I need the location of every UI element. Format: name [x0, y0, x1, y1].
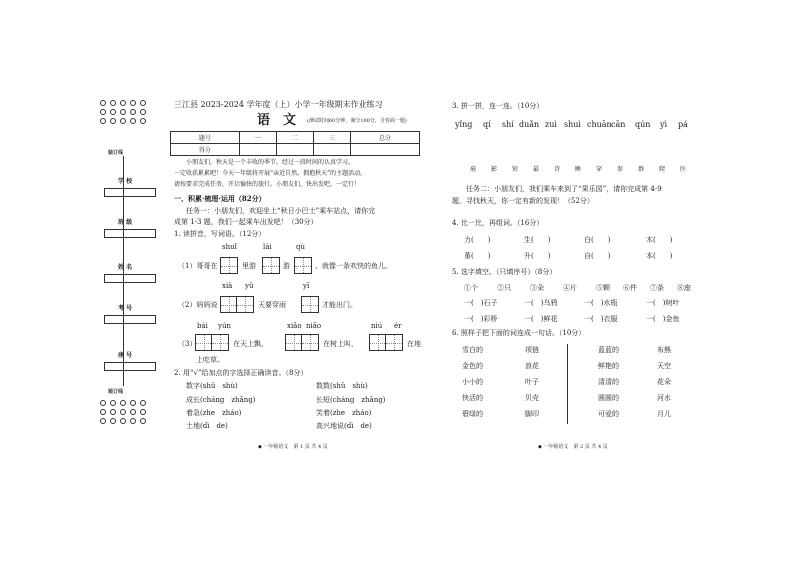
intro-line: 一定收获累累吧！今天一年级将开展“亲近自然，拥抱秋天”的主题活动。	[174, 170, 367, 177]
score-header-cell: 三	[314, 132, 351, 144]
task-line: 任务二：小朋友们，我们乘车来到了“果乐园”，请你完成第 4-9	[466, 185, 662, 193]
hole-icon	[140, 118, 146, 124]
hole-icon	[130, 418, 136, 424]
word-blank[interactable]: 本( )	[646, 252, 673, 260]
pinyin-item[interactable]: qún	[635, 120, 651, 129]
sentence-text: 在树上叫，	[323, 340, 358, 348]
hole-icon	[100, 109, 106, 115]
intro-line: 请按要求完成任务，开启愉快的旅行。小朋友们，快出发吧，一定行！	[174, 181, 361, 188]
pinyin-item[interactable]: zuì	[545, 120, 557, 129]
task-line: 成第 1-3 题，我们一起乘车出发吧！（30分）	[174, 218, 318, 226]
fill-blank[interactable]: 一( )金鱼	[646, 315, 680, 323]
fill-blank[interactable]: 一( )鲜花	[524, 315, 558, 323]
word[interactable]: 可爱的	[598, 410, 619, 418]
column-divider	[567, 344, 568, 424]
char-item[interactable]: 睡	[575, 166, 582, 173]
school-field[interactable]	[104, 188, 156, 197]
char-item[interactable]: 穿	[596, 166, 603, 173]
question-title: 1. 读拼音，写词语。（12分）	[174, 230, 266, 238]
pinyin: ér	[394, 322, 402, 330]
word[interactable]: 贝壳	[525, 394, 539, 402]
score-label-cell: 得分	[171, 144, 240, 156]
pronunciation-choice[interactable]: 数数(shǔ shù)	[316, 382, 368, 390]
score-cell[interactable]	[351, 144, 420, 156]
pinyin-item[interactable]: shí	[502, 120, 514, 129]
writing-grid[interactable]	[220, 257, 238, 274]
pronunciation-choice[interactable]: 着急(zhe zháo)	[186, 409, 242, 417]
word[interactable]: 小小的	[462, 378, 483, 386]
field-number-label: 考 号	[118, 305, 133, 312]
pinyin: qù	[296, 243, 305, 251]
word-blank[interactable]: 堇( )	[464, 252, 491, 260]
word[interactable]: 蓝蓝的	[598, 346, 619, 354]
hole-icon	[120, 109, 126, 115]
word[interactable]: 叶子	[525, 378, 539, 386]
hole-icon	[130, 109, 136, 115]
char-item[interactable]: 参	[617, 166, 624, 173]
pinyin: lái	[263, 243, 272, 251]
hole-icon	[120, 409, 126, 415]
fill-blank[interactable]: 一( )水瓶	[584, 299, 618, 307]
field-name-label: 姓 名	[118, 264, 133, 271]
number-field[interactable]	[104, 315, 156, 324]
pinyin: niǎo	[306, 322, 322, 330]
question-title: 6. 照样子把下面的词连成一句话。（10分）	[452, 329, 586, 337]
pinyin-item[interactable]: pá	[678, 120, 688, 129]
sentence-text: 游	[283, 262, 290, 270]
pronunciation-choice[interactable]: 土地(dì de)	[186, 422, 228, 430]
writing-grid[interactable]	[195, 334, 229, 351]
char-item[interactable]: 短	[512, 166, 519, 173]
hole-icon	[110, 100, 116, 106]
word[interactable]: 圆圆的	[598, 394, 619, 402]
hole-icon	[110, 118, 116, 124]
word[interactable]: 雪白的	[462, 346, 483, 354]
word-blank[interactable]: 力( )	[464, 236, 491, 244]
hole-icon	[100, 409, 106, 415]
char-item[interactable]: 医	[680, 166, 687, 173]
option: ③朵	[530, 284, 544, 292]
word-blank[interactable]: 自( )	[584, 252, 611, 260]
pronunciation-choice[interactable]: 笑着(zhe zháo)	[316, 409, 372, 417]
section-heading: 一、积累·梳理·运用（82分）	[174, 194, 266, 203]
fill-blank[interactable]: 一( )石子	[464, 299, 498, 307]
binding-holes-top	[100, 100, 148, 124]
pinyin: niú	[371, 322, 383, 330]
sentence-text: 天要穿雨	[258, 301, 286, 309]
exam-info: (测试时间60分钟，满分100分，含卷面一题)	[307, 118, 407, 124]
hole-icon	[120, 418, 126, 424]
pronunciation-choice[interactable]: 长短(cháng zhǎng)	[316, 396, 386, 404]
hole-icon	[140, 109, 146, 115]
char-item[interactable]: 影	[491, 166, 498, 173]
word-blank[interactable]: 生( )	[524, 236, 551, 244]
intro-line: 小朋友们，秋天是一个丰收的季节。经过一段时间的认真学习，	[186, 159, 355, 166]
word[interactable]: 碧绿的	[462, 410, 483, 418]
pinyin-item[interactable]: qí	[483, 120, 491, 129]
word[interactable]: 浪花	[525, 362, 539, 370]
writing-grid[interactable]	[294, 257, 312, 274]
char-item[interactable]: 诗	[554, 166, 561, 173]
page-footer: ◆ 一年级语文 第 1 页 共 4 页	[258, 444, 328, 450]
char-item[interactable]: 最	[533, 166, 540, 173]
word[interactable]: 天空	[657, 362, 671, 370]
binding-holes-bottom	[100, 400, 148, 424]
pinyin: yī	[303, 282, 310, 290]
hole-icon	[110, 418, 116, 424]
pronunciation-choice[interactable]: 高兴地说(dì de)	[316, 422, 372, 430]
word[interactable]: 月儿	[657, 410, 671, 418]
sentence-text: 里游	[242, 262, 256, 270]
seal-line-bottom: 装订线	[108, 389, 124, 395]
pinyin: shuǐ	[222, 243, 237, 251]
hole-icon	[110, 400, 116, 406]
sentence-text: 在地	[407, 340, 421, 348]
word[interactable]: 布熊	[657, 346, 671, 354]
question-title: 4. 比一比，再组词。（16分）	[452, 219, 544, 227]
pronunciation-choice[interactable]: 成长(cháng zhǎng)	[186, 396, 256, 404]
sentence-text: 才能出门。	[322, 301, 357, 309]
char-item[interactable]: 群	[638, 166, 645, 173]
hole-icon	[100, 118, 106, 124]
class-field[interactable]	[104, 229, 156, 238]
word[interactable]: 项链	[525, 346, 539, 354]
pronunciation-choice[interactable]: 数字(shǔ shù)	[186, 382, 238, 390]
sentence-text: 在天上飘，	[233, 340, 268, 348]
hole-icon	[100, 418, 106, 424]
option: ⑦条	[650, 284, 664, 292]
pinyin: yún	[218, 322, 231, 330]
hole-icon	[140, 400, 146, 406]
char-item[interactable]: 扇	[470, 166, 477, 173]
question-title: 3. 拼一拼，连一连。（10分）	[452, 102, 544, 110]
pinyin-item[interactable]: cān	[611, 120, 626, 129]
question-title: 2. 用“√”给加点的字选择正确读音。（8分）	[174, 369, 308, 377]
pinyin-item[interactable]: shuì	[564, 120, 581, 129]
hole-icon	[130, 400, 136, 406]
score-cell[interactable]	[314, 144, 351, 156]
writing-grid[interactable]	[262, 257, 280, 274]
sentence-text: 上吃草。	[196, 356, 224, 364]
hole-icon	[100, 400, 106, 406]
page-footer: ◆ 一年级语文 第 2 页 共 4 页	[538, 444, 608, 450]
option: ⑧座	[677, 284, 691, 292]
char-item[interactable]: 爬	[659, 166, 666, 173]
hole-icon	[120, 100, 126, 106]
option: ⑥件	[623, 284, 637, 292]
writing-grid[interactable]	[285, 334, 319, 351]
question-title: 5. 选字填空。（只填序号）（8分）	[452, 268, 557, 276]
sentence-text: （3）	[178, 340, 197, 348]
hole-icon	[110, 409, 116, 415]
name-field[interactable]	[104, 274, 156, 283]
word[interactable]: 花朵	[657, 378, 671, 386]
pinyin: xià	[222, 282, 233, 290]
hole-icon	[140, 100, 146, 106]
fill-blank[interactable]: 一( )彩桥	[464, 315, 498, 323]
option: ②只	[497, 284, 511, 292]
field-seat-label: 座 号	[118, 352, 133, 359]
hole-icon	[130, 100, 136, 106]
writing-grid[interactable]	[301, 296, 319, 313]
hole-icon	[100, 100, 106, 106]
writing-grid[interactable]	[369, 334, 403, 351]
sentence-text: ，就像一条欢快的鱼儿。	[315, 262, 392, 270]
pinyin-item[interactable]: yǐng	[455, 120, 473, 129]
seal-line-top: 装订线	[108, 150, 124, 156]
option: ①个	[464, 284, 478, 292]
fill-blank[interactable]: 一( )乌鸦	[524, 299, 558, 307]
pinyin-item[interactable]: duǎn	[519, 120, 540, 129]
score-header-cell: 一	[239, 132, 276, 144]
score-cell[interactable]	[239, 144, 276, 156]
writing-grid[interactable]	[220, 296, 254, 313]
hole-icon	[120, 400, 126, 406]
task-line: 题，寻找秋天，你一定有新的发现！（52分）	[452, 197, 594, 205]
subject-title: 语 文	[257, 113, 297, 128]
hole-icon	[120, 118, 126, 124]
score-header-cell: 题号	[171, 132, 240, 144]
score-table	[170, 131, 420, 156]
hole-icon	[110, 109, 116, 115]
seat-field[interactable]	[104, 362, 156, 371]
field-class-label: 班 级	[118, 219, 133, 226]
option: ④片	[563, 284, 577, 292]
task-line: 任务一：小朋友们，欢迎坐上“秋日小巴士”乘车站点，请你完	[186, 207, 376, 215]
word-blank[interactable]: 升( )	[524, 252, 551, 260]
sentence-text: （1）哥哥在	[178, 262, 218, 270]
pinyin-item[interactable]: chuān	[587, 120, 612, 129]
pinyin: bái	[197, 322, 208, 330]
word-blank[interactable]: 木( )	[646, 236, 673, 244]
hole-icon	[130, 409, 136, 415]
hole-icon	[140, 418, 146, 424]
fill-blank[interactable]: 一( )树叶	[646, 299, 680, 307]
option: ⑤颗	[596, 284, 610, 292]
score-header-cell: 总分	[351, 132, 420, 144]
word[interactable]: 鲜艳的	[598, 362, 619, 370]
exam-title: 三江县 2023-2024 学年度（上）小学一年级期末作业练习	[174, 100, 383, 109]
sentence-text: （2）妈妈说	[178, 301, 218, 309]
word[interactable]: 河水	[657, 394, 671, 402]
pinyin-item[interactable]: yì	[660, 120, 668, 129]
field-school-label: 学 校	[118, 178, 133, 185]
hole-icon	[130, 118, 136, 124]
fill-blank[interactable]: 一( )衣服	[584, 315, 618, 323]
pinyin: yǔ	[245, 282, 254, 290]
word[interactable]: 金色的	[462, 362, 483, 370]
hole-icon	[140, 409, 146, 415]
score-cell[interactable]	[276, 144, 313, 156]
score-header-cell: 二	[276, 132, 313, 144]
word[interactable]: 清清的	[598, 378, 619, 386]
word[interactable]: 快活的	[462, 394, 483, 402]
word[interactable]: 脚印	[525, 410, 539, 418]
pinyin: xiǎo	[287, 322, 302, 330]
word-blank[interactable]: 白( )	[584, 236, 611, 244]
